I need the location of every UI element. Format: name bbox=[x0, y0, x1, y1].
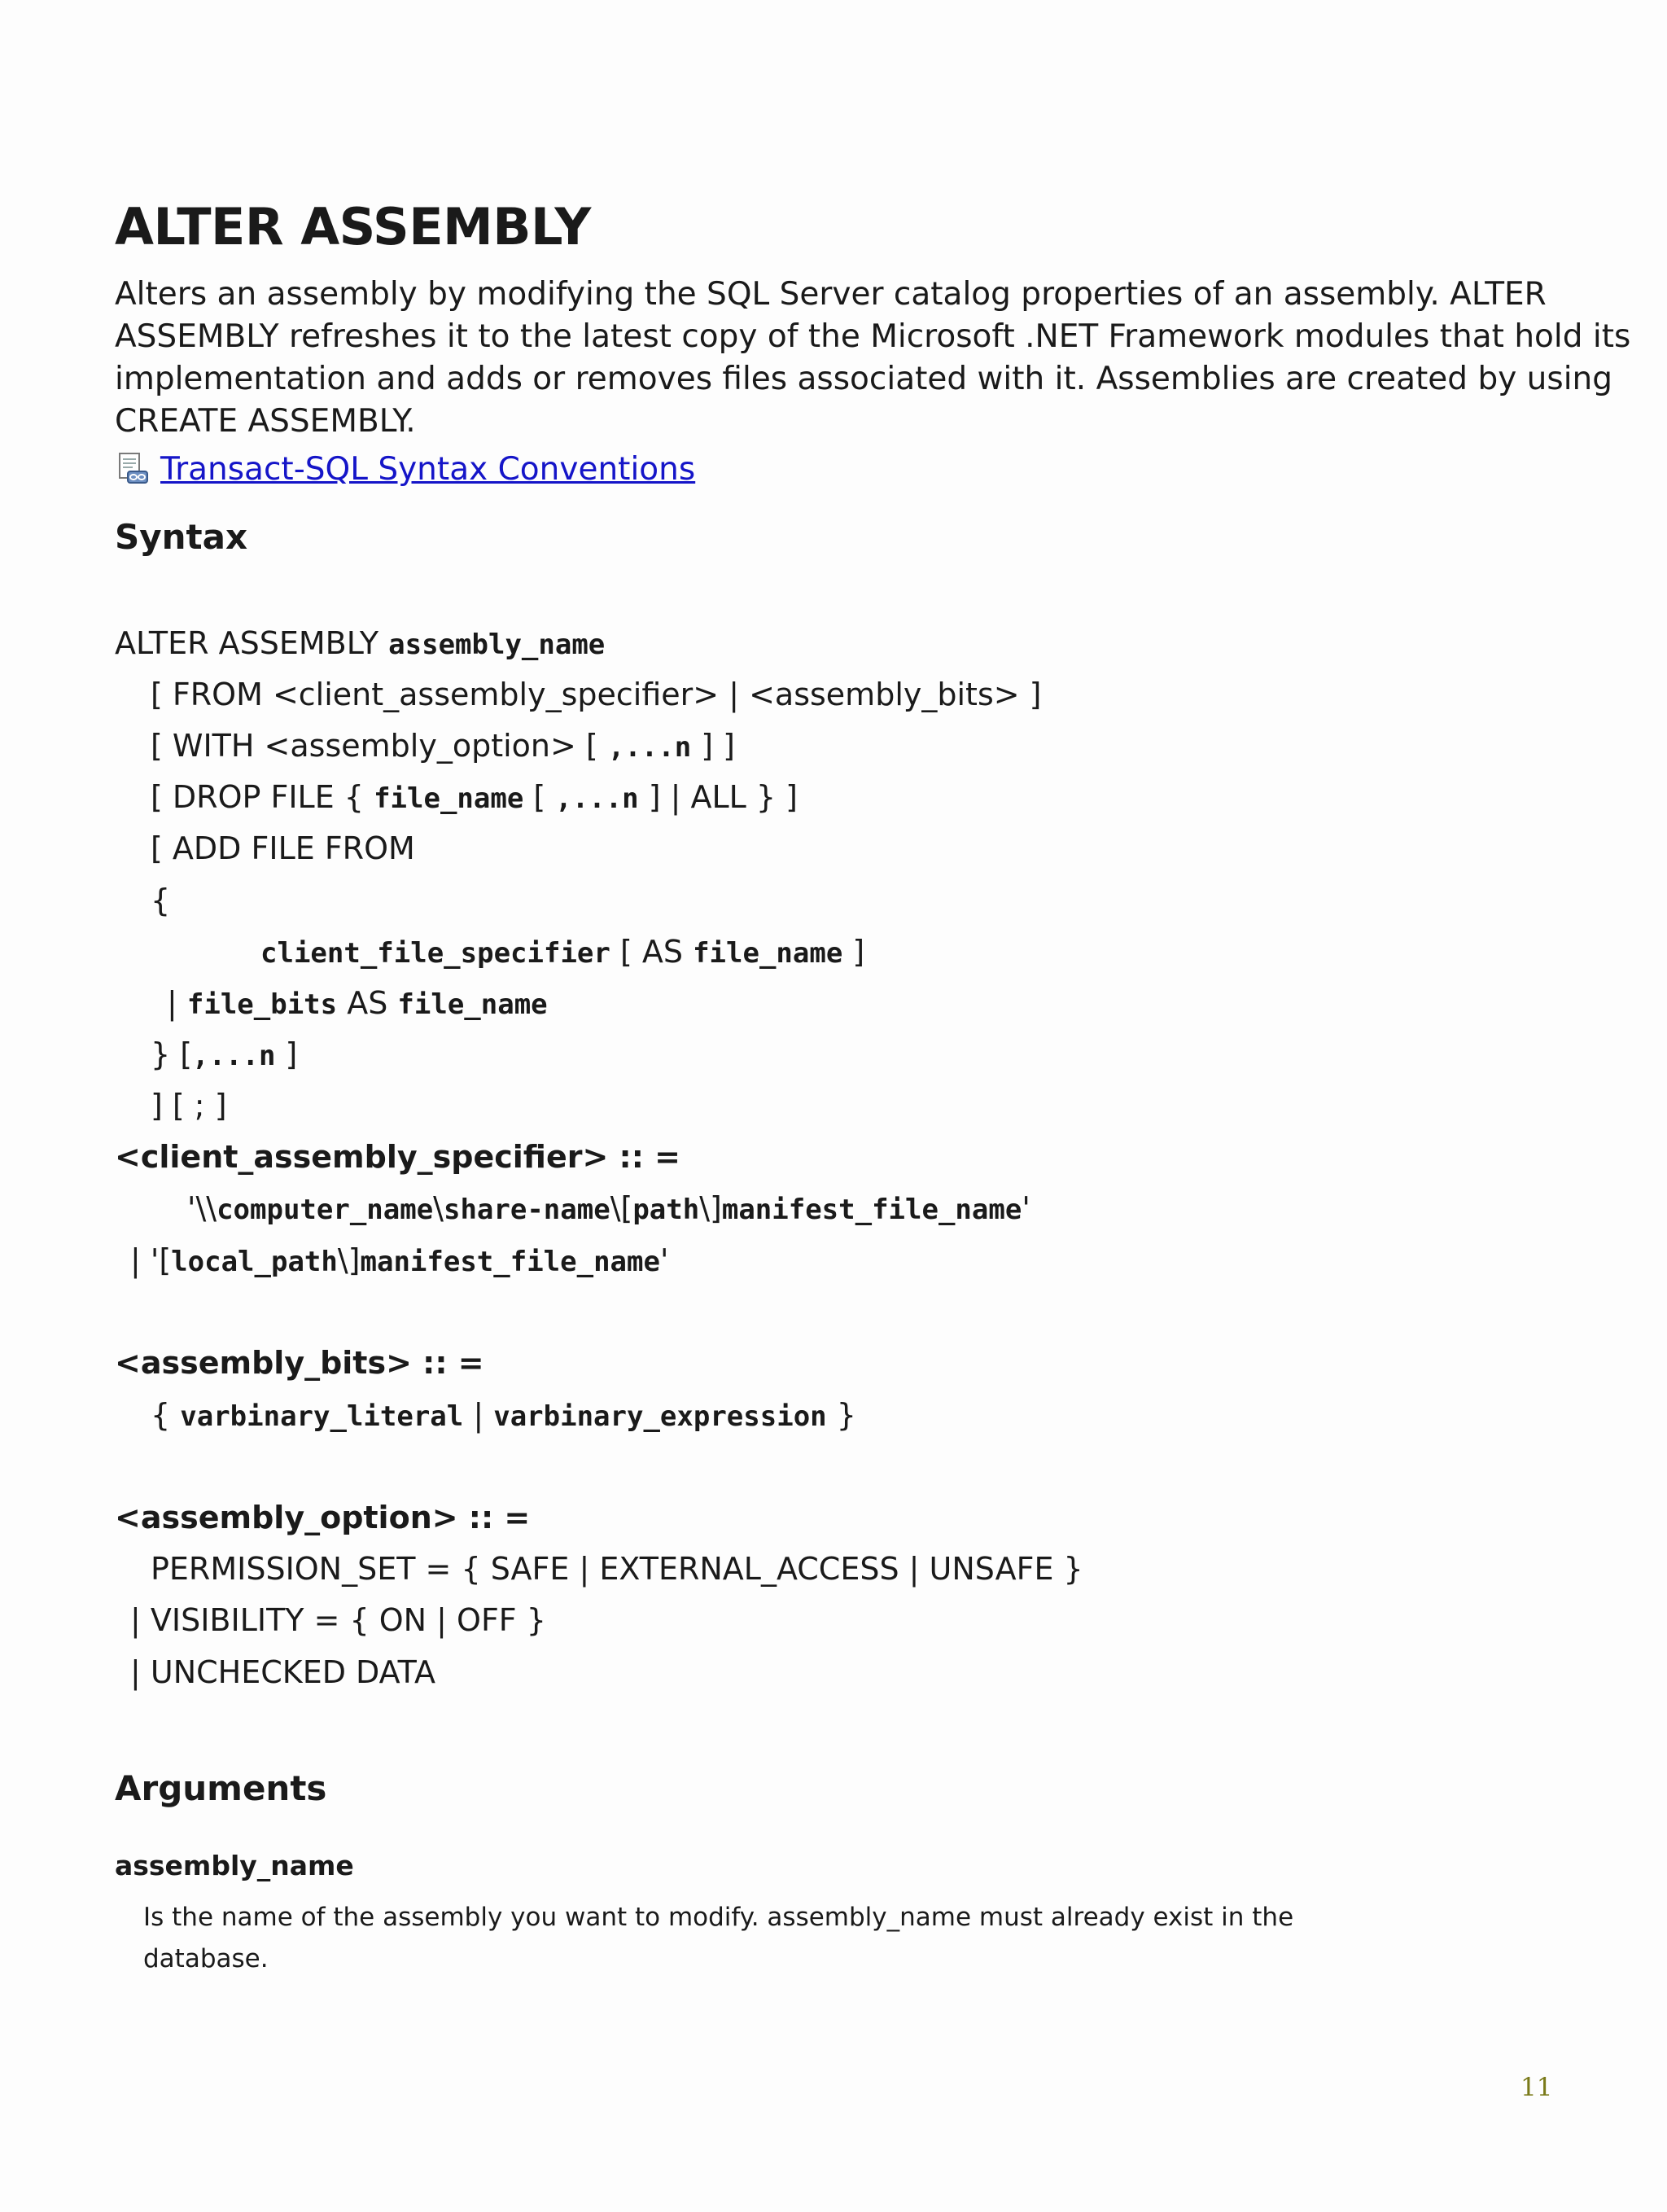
argument-description-line: Is the name of the assembly you want to modify. assembly_name must already exist in the bbox=[143, 1903, 1294, 1932]
syntax-line: { bbox=[151, 883, 171, 918]
syntax-line: | VISIBILITY = { ON | OFF } bbox=[130, 1602, 546, 1638]
conventions-row bbox=[115, 451, 695, 488]
syntax-line: | '[local_path\]manifest_file_name' bbox=[130, 1242, 669, 1278]
syntax-line: PERMISSION_SET = { SAFE | EXTERNAL_ACCESS | UNSAFE } bbox=[151, 1551, 1083, 1587]
syntax-line: <assembly_bits> :: = bbox=[115, 1345, 484, 1381]
syntax-line: <client_assembly_specifier> :: = bbox=[115, 1139, 681, 1175]
argument-description-line: database. bbox=[143, 1944, 269, 1973]
syntax-line: <assembly_option> :: = bbox=[115, 1500, 531, 1535]
syntax-heading: Syntax bbox=[115, 517, 248, 557]
intro-line: ASSEMBLY refreshes it to the latest copy of the Microsoft .NET Framework modules that hold its bbox=[115, 318, 1631, 355]
syntax-conventions-link[interactable]: Transact-SQL Syntax Conventions bbox=[160, 451, 696, 488]
syntax-line: | file_bits AS file_name bbox=[167, 985, 548, 1021]
page-number: 11 bbox=[1520, 2073, 1553, 2102]
argument-description bbox=[143, 1897, 1364, 1980]
document-link-icon bbox=[115, 452, 151, 488]
syntax-line: [ WITH <assembly_option> [ ,...n ] ] bbox=[151, 728, 735, 764]
intro-line: Alters an assembly by modifying the SQL Server catalog properties of an assembly. ALTER bbox=[115, 276, 1547, 313]
intro-line: implementation and adds or removes files associated with it. Assemblies are created by using bbox=[115, 361, 1613, 397]
syntax-line: [ DROP FILE { file_name [ ,...n ] | ALL } ] bbox=[151, 779, 798, 815]
argument-name: assembly_name bbox=[115, 1850, 354, 1881]
arguments-heading: Arguments bbox=[115, 1768, 327, 1808]
syntax-line: [ FROM <client_assembly_specifier> | <assembly_bits> ] bbox=[151, 677, 1042, 712]
syntax-line: | UNCHECKED DATA bbox=[130, 1654, 435, 1690]
syntax-line: client_file_specifier [ AS file_name ] bbox=[260, 934, 865, 970]
page-title: ALTER ASSEMBLY bbox=[115, 197, 591, 256]
syntax-line: { varbinary_literal | varbinary_expression } bbox=[151, 1397, 856, 1433]
intro-paragraph bbox=[115, 274, 1631, 443]
syntax-line: ALTER ASSEMBLY assembly_name bbox=[115, 625, 606, 661]
syntax-line: ] [ ; ] bbox=[151, 1088, 227, 1124]
syntax-line: } [,...n ] bbox=[151, 1036, 298, 1072]
syntax-line: '\\computer_name\share-name\[path\]manifest_file_name' bbox=[187, 1190, 1030, 1226]
intro-line: CREATE ASSEMBLY. bbox=[115, 403, 416, 440]
syntax-line: [ ADD FILE FROM bbox=[151, 830, 415, 866]
